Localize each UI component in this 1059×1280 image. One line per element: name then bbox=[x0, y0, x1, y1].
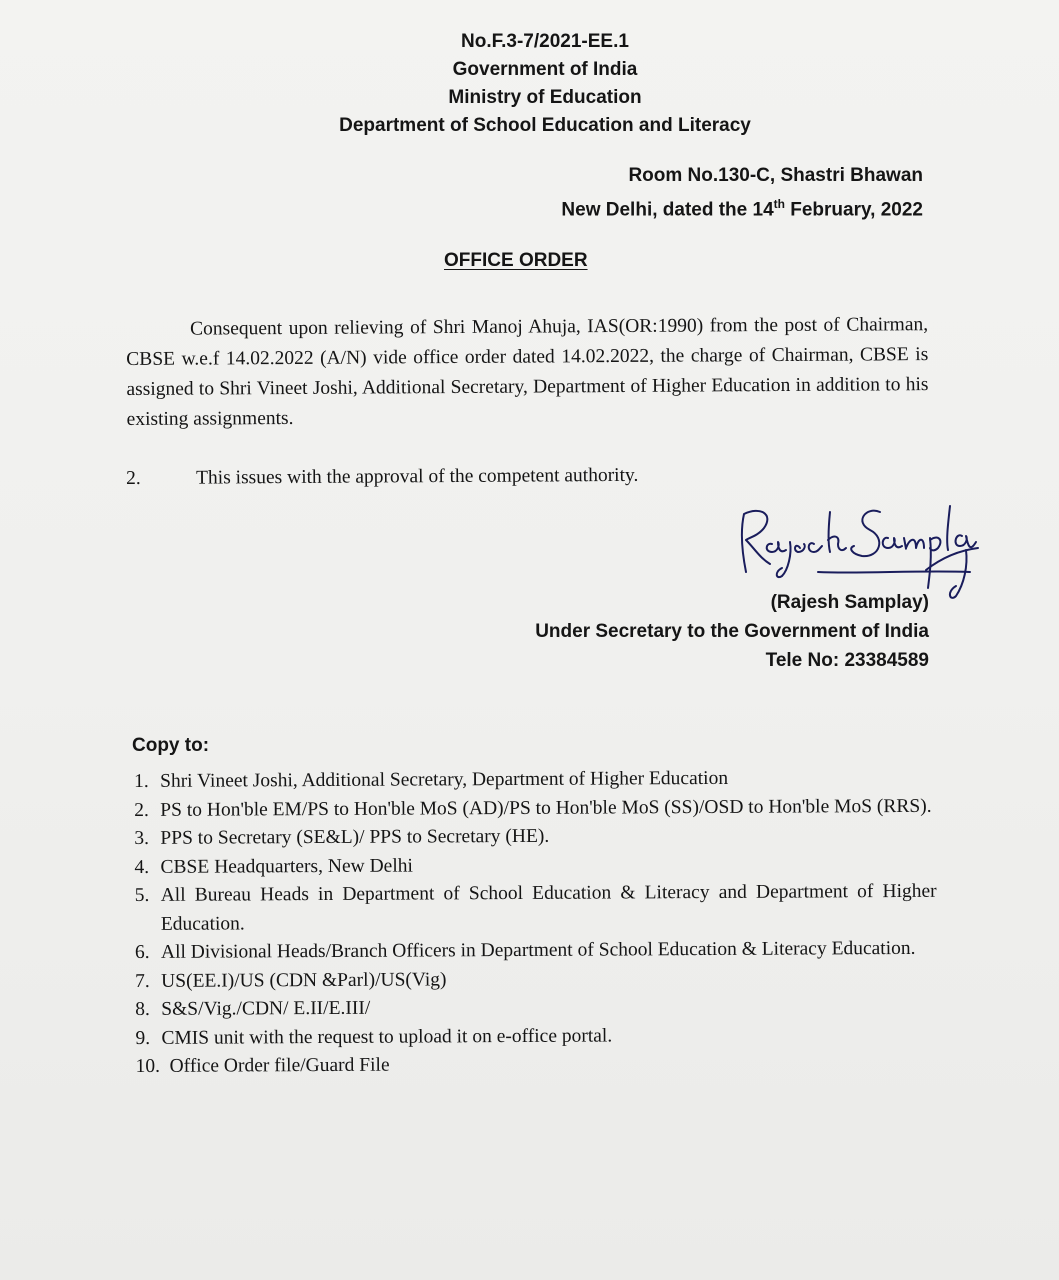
copy-item-number: 9. bbox=[135, 1027, 151, 1049]
copy-item-number: 6. bbox=[134, 941, 150, 963]
signatory-designation: Under Secretary to the Government of India bbox=[535, 621, 929, 642]
copy-item-number: 4. bbox=[134, 856, 150, 878]
copy-item-number: 3. bbox=[134, 827, 150, 849]
copy-item-text: CBSE Headquarters, New Delhi bbox=[160, 855, 413, 878]
copy-item bbox=[134, 821, 936, 854]
copy-item-number: 2. bbox=[134, 799, 149, 821]
handwritten-signature bbox=[730, 492, 980, 602]
copy-item-number: 10. bbox=[135, 1055, 160, 1077]
order-title: OFFICE ORDER bbox=[444, 250, 588, 271]
copy-item bbox=[135, 992, 937, 1025]
copy-item bbox=[134, 764, 936, 797]
file-number: No.F.3-7/2021-EE.1 bbox=[461, 31, 629, 52]
department-name: Department of School Education and Literacy bbox=[339, 115, 751, 136]
copy-item bbox=[135, 963, 937, 996]
copy-item bbox=[135, 1049, 937, 1082]
approval-text: This issues with the approval of the competent authority. bbox=[196, 464, 639, 489]
approval-paragraph bbox=[126, 459, 886, 494]
date-suffix: February, 2022 bbox=[784, 199, 923, 221]
telephone-number: Tele No: 23384589 bbox=[765, 650, 929, 671]
copy-item bbox=[134, 849, 936, 882]
copy-item-number: 5. bbox=[134, 884, 150, 906]
ministry-name: Ministry of Education bbox=[448, 87, 642, 108]
government-name: Government of India bbox=[452, 59, 638, 80]
address-block bbox=[561, 162, 923, 224]
signature-block bbox=[535, 588, 929, 675]
copy-to-list bbox=[134, 764, 938, 1082]
copy-item-text: All Bureau Heads in Department of School Education & Literacy and Department of Higher Education. bbox=[160, 880, 937, 935]
room-address: Room No.130-C, Shastri Bhawan bbox=[628, 165, 923, 186]
copy-to-title: Copy to: bbox=[132, 735, 210, 756]
copy-item-text: PPS to Secretary (SE&L)/ PPS to Secretary (HE). bbox=[160, 825, 550, 849]
dated-line bbox=[561, 190, 923, 224]
copy-item-text: PS to Hon'ble EM/PS to Hon'ble MoS (AD)/PS to Hon'ble MoS (SS)/OSD to Hon'ble MoS (RRS). bbox=[160, 795, 932, 821]
copy-item-number: 8. bbox=[135, 998, 150, 1020]
signatory-name: (Rajesh Samplay) bbox=[770, 592, 929, 613]
copy-item bbox=[134, 792, 936, 825]
copy-item bbox=[135, 1020, 937, 1053]
paragraph-number: 2. bbox=[126, 467, 141, 489]
document-header bbox=[300, 28, 790, 140]
copy-item-text: All Divisional Heads/Branch Officers in Department of School Education & Literacy Education. bbox=[160, 937, 916, 963]
copy-item bbox=[135, 935, 937, 968]
copy-item-text: Office Order file/Guard File bbox=[169, 1054, 390, 1077]
copy-item-number: 1. bbox=[134, 770, 149, 792]
copy-item-text: S&S/Vig./CDN/ E.II/E.III/ bbox=[161, 997, 371, 1020]
copy-item-text: CMIS unit with the request to upload it on e-office portal. bbox=[161, 1025, 613, 1049]
date-superscript: th bbox=[773, 197, 785, 211]
copy-item-number: 7. bbox=[135, 970, 150, 992]
copy-item bbox=[135, 878, 937, 939]
main-paragraph: Consequent upon relieving of Shri Manoj Ahuja, IAS(OR:1990) from the post of Chairman, CBSE w.e.f 14.02.2022 (A/N) vide office order dated 14.02.2022, the charge of Chairman, CBSE is assigned to Shri Vineet Joshi, Additional Secretary, Department of Higher Education in addition to his existing assignments. bbox=[126, 314, 929, 430]
copy-item-text: Shri Vineet Joshi, Additional Secretary, Department of Higher Education bbox=[160, 767, 729, 792]
date-prefix: New Delhi, dated the 14 bbox=[561, 199, 774, 221]
copy-item-text: US(EE.I)/US (CDN &Parl)/US(Vig) bbox=[161, 968, 447, 992]
